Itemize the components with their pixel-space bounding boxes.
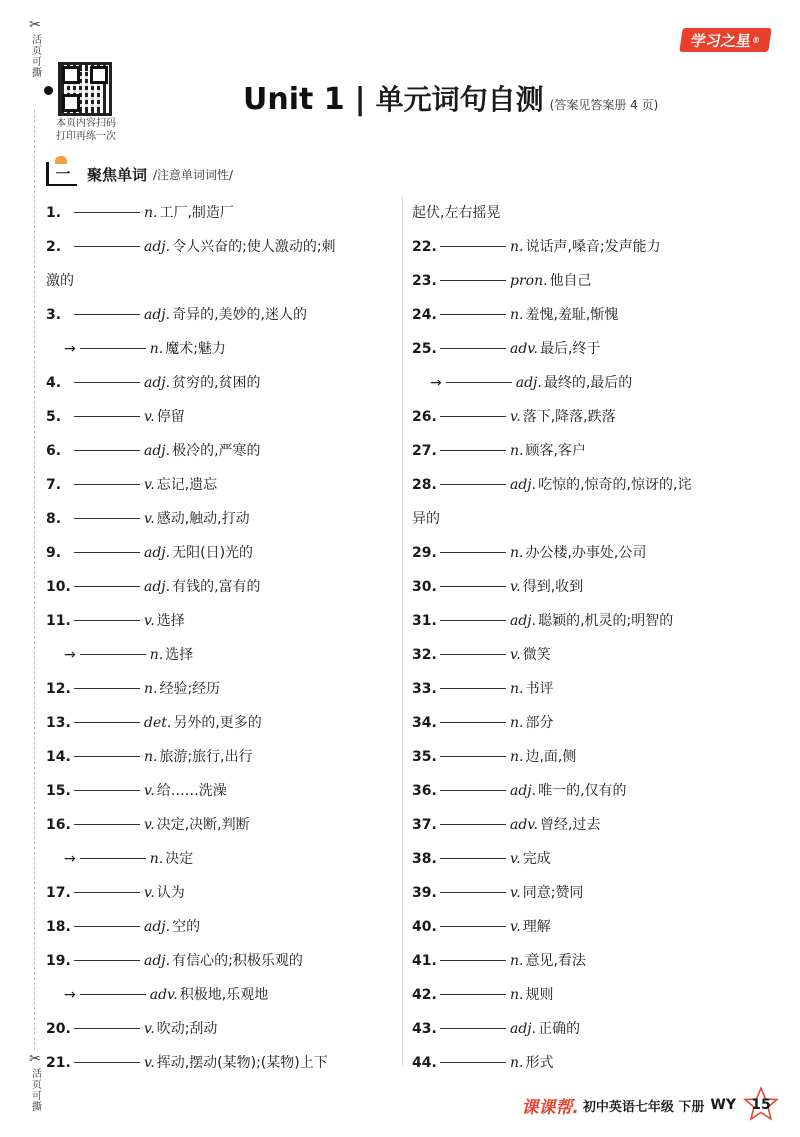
part-of-speech: adj. bbox=[515, 375, 542, 391]
part-of-speech: v. bbox=[144, 783, 155, 799]
vocab-item bbox=[412, 468, 764, 502]
item-meaning: 停留 bbox=[156, 409, 185, 425]
arrow-right-icon: → bbox=[64, 647, 76, 663]
arrow-right-icon: → bbox=[64, 987, 76, 1003]
item-number: 13. bbox=[46, 715, 71, 731]
item-number: 33. bbox=[412, 681, 437, 697]
vocab-item bbox=[412, 400, 764, 434]
part-of-speech: adj. bbox=[510, 477, 537, 493]
qr-marker-dot bbox=[44, 86, 53, 95]
vocab-item bbox=[412, 842, 764, 876]
answer-blank[interactable] bbox=[440, 279, 506, 281]
answer-blank[interactable] bbox=[74, 687, 140, 689]
item-number: 36. bbox=[412, 783, 437, 799]
item-number: 14. bbox=[46, 749, 71, 765]
vocab-item bbox=[46, 706, 398, 740]
item-meaning: 经验;经历 bbox=[159, 681, 221, 697]
arrow-right-icon: → bbox=[430, 375, 442, 391]
part-of-speech: v. bbox=[144, 409, 155, 425]
part-of-speech: n. bbox=[149, 851, 164, 867]
vocab-item bbox=[412, 672, 764, 706]
answer-blank[interactable] bbox=[440, 347, 506, 349]
answer-blank[interactable] bbox=[440, 993, 506, 995]
part-of-speech: v. bbox=[144, 477, 155, 493]
page-title bbox=[243, 78, 658, 118]
vocab-item bbox=[46, 910, 398, 944]
vocab-item bbox=[412, 740, 764, 774]
answer-blank[interactable] bbox=[80, 993, 146, 995]
tear-off-label: 活页可撕 bbox=[29, 34, 41, 78]
section-heading bbox=[46, 162, 233, 186]
arrow-right-icon: → bbox=[64, 851, 76, 867]
item-meaning: 贫穷的,贫困的 bbox=[172, 375, 261, 391]
part-of-speech: n. bbox=[510, 307, 524, 323]
part-of-speech: adj. bbox=[144, 545, 171, 561]
item-number: 23. bbox=[412, 273, 437, 289]
part-of-speech: adj. bbox=[510, 1021, 537, 1037]
item-number: 19. bbox=[46, 953, 71, 969]
tear-off-label: 活页可撕 bbox=[29, 1068, 41, 1112]
item-meaning: 落下,降落,跌落 bbox=[522, 409, 616, 425]
answer-blank[interactable] bbox=[440, 585, 506, 587]
answer-blank[interactable] bbox=[74, 551, 140, 553]
brand-name: 学习之星 bbox=[689, 31, 753, 50]
item-meaning: 异的 bbox=[412, 511, 440, 527]
vocab-derived-item bbox=[412, 366, 764, 400]
footer-logo: 课课帮. bbox=[521, 1097, 579, 1118]
title-separator: | bbox=[354, 82, 366, 117]
answer-blank[interactable] bbox=[440, 687, 506, 689]
answer-blank[interactable] bbox=[80, 653, 146, 655]
item-number: 5. bbox=[46, 409, 62, 425]
answer-blank[interactable] bbox=[74, 245, 140, 247]
item-number: 35. bbox=[412, 749, 437, 765]
page-number: 15 bbox=[751, 1097, 771, 1113]
vocab-derived-item bbox=[46, 638, 398, 672]
answer-blank[interactable] bbox=[440, 789, 506, 791]
item-number: 10. bbox=[46, 579, 71, 595]
hand-tear-icon: ✂ bbox=[29, 1051, 41, 1067]
page-footer bbox=[521, 1086, 780, 1124]
vocab-item bbox=[412, 944, 764, 978]
part-of-speech: n. bbox=[510, 987, 524, 1003]
item-meaning: 书评 bbox=[525, 681, 554, 697]
vocab-item bbox=[46, 502, 398, 536]
qr-caption bbox=[50, 117, 122, 143]
footer-edition-code: WY bbox=[710, 1097, 736, 1113]
part-of-speech: n. bbox=[510, 239, 524, 255]
item-number: 29. bbox=[412, 545, 437, 561]
part-of-speech: v. bbox=[510, 579, 521, 595]
part-of-speech: n. bbox=[510, 1055, 524, 1071]
answer-blank[interactable] bbox=[74, 585, 140, 587]
vocab-item bbox=[412, 978, 764, 1012]
part-of-speech: adj. bbox=[144, 239, 171, 255]
item-number: 12. bbox=[46, 681, 71, 697]
part-of-speech: adv. bbox=[510, 341, 539, 357]
item-number: 34. bbox=[412, 715, 437, 731]
item-meaning: 决定 bbox=[165, 851, 194, 867]
answer-blank[interactable] bbox=[74, 211, 140, 213]
item-meaning: 激的 bbox=[46, 273, 74, 289]
item-meaning: 旅游;旅行,出行 bbox=[159, 749, 253, 765]
part-of-speech: adj. bbox=[144, 307, 171, 323]
item-meaning: 理解 bbox=[522, 919, 551, 935]
section-label: 聚焦单词 bbox=[87, 165, 148, 184]
vocab-item bbox=[412, 434, 764, 468]
item-number: 15. bbox=[46, 783, 71, 799]
qr-code-icon[interactable] bbox=[58, 62, 112, 116]
item-meaning: 唯一的,仅有的 bbox=[538, 783, 627, 799]
vocab-item bbox=[46, 366, 398, 400]
item-number: 41. bbox=[412, 953, 437, 969]
section-title: 单元词句自测 bbox=[375, 83, 544, 116]
item-meaning: 同意;赞同 bbox=[522, 885, 584, 901]
item-number: 44. bbox=[412, 1055, 437, 1071]
item-meaning: 他自己 bbox=[549, 273, 592, 289]
item-number: 39. bbox=[412, 885, 437, 901]
item-meaning: 挥动,摆动(某物);(某物)上下 bbox=[156, 1055, 328, 1071]
part-of-speech: adj. bbox=[144, 443, 171, 459]
column-divider bbox=[402, 196, 403, 1066]
item-meaning: 吹动;刮动 bbox=[156, 1021, 218, 1037]
answer-blank[interactable] bbox=[74, 1027, 140, 1029]
answer-blank[interactable] bbox=[74, 415, 140, 417]
item-meaning: 积极地,乐观地 bbox=[179, 987, 269, 1003]
item-number: 8. bbox=[46, 511, 62, 527]
item-meaning: 规则 bbox=[525, 987, 554, 1003]
qr-caption-line1: 本页内容扫码 bbox=[56, 118, 116, 129]
vocab-derived-item bbox=[46, 978, 398, 1012]
answer-blank[interactable] bbox=[74, 925, 140, 927]
item-number: 17. bbox=[46, 885, 71, 901]
item-meaning: 忘记,遗忘 bbox=[156, 477, 218, 493]
item-number: 32. bbox=[412, 647, 437, 663]
answer-blank[interactable] bbox=[440, 1061, 506, 1063]
item-number: 25. bbox=[412, 341, 437, 357]
brand-mark: ® bbox=[751, 35, 761, 45]
part-of-speech: n. bbox=[510, 681, 524, 697]
item-number: 43. bbox=[412, 1021, 437, 1037]
hand-tear-icon: ✂ bbox=[29, 17, 41, 33]
part-of-speech: n. bbox=[149, 341, 164, 357]
item-meaning: 曾经,过去 bbox=[540, 817, 601, 833]
tear-off-tab-top bbox=[24, 18, 46, 78]
vocab-derived-item bbox=[46, 332, 398, 366]
part-of-speech: n. bbox=[510, 749, 524, 765]
vocab-item bbox=[412, 332, 764, 366]
part-of-speech: v. bbox=[144, 613, 155, 629]
answer-blank[interactable] bbox=[440, 653, 506, 655]
unit-label: Unit 1 bbox=[243, 82, 345, 117]
item-meaning: 选择 bbox=[165, 647, 194, 663]
answer-blank[interactable] bbox=[440, 1027, 506, 1029]
vocab-item bbox=[412, 808, 764, 842]
vocab-item bbox=[46, 876, 398, 910]
item-number: 20. bbox=[46, 1021, 71, 1037]
part-of-speech: v. bbox=[144, 817, 155, 833]
vocab-item bbox=[46, 434, 398, 468]
item-number: 1. bbox=[46, 205, 62, 221]
item-meaning: 聪颖的,机灵的;明智的 bbox=[538, 613, 674, 629]
vocab-item bbox=[46, 400, 398, 434]
part-of-speech: adj. bbox=[510, 613, 537, 629]
answer-blank[interactable] bbox=[440, 245, 506, 247]
vocab-item bbox=[46, 1046, 398, 1080]
vocab-item bbox=[46, 196, 398, 230]
item-number: 40. bbox=[412, 919, 437, 935]
answer-blank[interactable] bbox=[440, 551, 506, 553]
answer-blank[interactable] bbox=[74, 789, 140, 791]
part-of-speech: n. bbox=[149, 647, 164, 663]
item-number: 18. bbox=[46, 919, 71, 935]
answer-blank[interactable] bbox=[74, 959, 140, 961]
item-meaning: 边,面,侧 bbox=[525, 749, 577, 765]
part-of-speech: pron. bbox=[510, 273, 548, 289]
part-of-speech: adj. bbox=[144, 919, 171, 935]
item-meaning: 魔术;魅力 bbox=[165, 341, 226, 357]
part-of-speech: v. bbox=[144, 1055, 155, 1071]
item-number: 38. bbox=[412, 851, 437, 867]
answer-blank[interactable] bbox=[74, 823, 140, 825]
item-number: 7. bbox=[46, 477, 62, 493]
answer-blank[interactable] bbox=[440, 721, 506, 723]
part-of-speech: n. bbox=[144, 681, 158, 697]
answer-blank[interactable] bbox=[74, 381, 140, 383]
item-meaning: 吃惊的,惊奇的,惊讶的,诧 bbox=[538, 477, 692, 493]
left-column bbox=[46, 196, 398, 1080]
vocab-item bbox=[46, 740, 398, 774]
item-number: 3. bbox=[46, 307, 62, 323]
answer-blank[interactable] bbox=[446, 381, 512, 383]
part-of-speech: adj. bbox=[144, 953, 171, 969]
vocab-item bbox=[46, 774, 398, 808]
part-of-speech: adj. bbox=[144, 375, 171, 391]
vocab-item bbox=[46, 604, 398, 638]
item-meaning: 认为 bbox=[156, 885, 185, 901]
vocab-item bbox=[46, 1012, 398, 1046]
part-of-speech: adj. bbox=[510, 783, 537, 799]
vocab-item bbox=[412, 604, 764, 638]
item-meaning: 决定,决断,判断 bbox=[156, 817, 250, 833]
item-number: 6. bbox=[46, 443, 62, 459]
item-meaning: 部分 bbox=[525, 715, 554, 731]
answer-blank[interactable] bbox=[440, 823, 506, 825]
item-number: 16. bbox=[46, 817, 71, 833]
answer-blank[interactable] bbox=[440, 415, 506, 417]
item-number: 24. bbox=[412, 307, 437, 323]
brand-logo bbox=[679, 28, 771, 52]
answer-blank[interactable] bbox=[440, 755, 506, 757]
item-number: 28. bbox=[412, 477, 437, 493]
item-meaning: 给……洗澡 bbox=[156, 783, 227, 799]
vocab-item-continuation bbox=[412, 502, 764, 536]
answer-blank[interactable] bbox=[440, 313, 506, 315]
item-meaning: 意见,看法 bbox=[525, 953, 586, 969]
vocab-item bbox=[412, 298, 764, 332]
vocab-item bbox=[412, 570, 764, 604]
item-number: 42. bbox=[412, 987, 437, 1003]
part-of-speech: n. bbox=[144, 749, 158, 765]
part-of-speech: adv. bbox=[149, 987, 178, 1003]
vocab-item bbox=[46, 570, 398, 604]
answer-blank[interactable] bbox=[74, 1061, 140, 1063]
item-meaning: 奇异的,美妙的,迷人的 bbox=[172, 307, 308, 323]
item-meaning: 无阳(日)光的 bbox=[172, 545, 254, 561]
answer-blank[interactable] bbox=[74, 891, 140, 893]
vocab-item bbox=[46, 536, 398, 570]
part-of-speech: det. bbox=[144, 715, 172, 731]
vocab-item bbox=[412, 910, 764, 944]
answer-blank[interactable] bbox=[74, 483, 140, 485]
item-meaning: 完成 bbox=[522, 851, 551, 867]
answer-blank[interactable] bbox=[74, 313, 140, 315]
answer-blank[interactable] bbox=[80, 347, 146, 349]
answer-blank[interactable] bbox=[74, 619, 140, 621]
item-number: 2. bbox=[46, 239, 62, 255]
item-meaning: 有信心的;积极乐观的 bbox=[172, 953, 303, 969]
vocab-item bbox=[46, 808, 398, 842]
item-number: 21. bbox=[46, 1055, 71, 1071]
answer-blank[interactable] bbox=[440, 891, 506, 893]
vocab-item bbox=[412, 264, 764, 298]
part-of-speech: v. bbox=[510, 919, 521, 935]
vocab-item bbox=[46, 672, 398, 706]
item-number: 27. bbox=[412, 443, 437, 459]
vocab-item bbox=[46, 230, 398, 264]
vocab-item bbox=[412, 1012, 764, 1046]
part-of-speech: v. bbox=[510, 647, 521, 663]
item-meaning: 有钱的,富有的 bbox=[172, 579, 261, 595]
vocab-item bbox=[412, 774, 764, 808]
answer-blank[interactable] bbox=[74, 449, 140, 451]
item-number: 37. bbox=[412, 817, 437, 833]
item-meaning: 极冷的,严寒的 bbox=[172, 443, 261, 459]
star-badge-icon bbox=[742, 1086, 780, 1124]
item-number: 9. bbox=[46, 545, 62, 561]
tear-line bbox=[34, 110, 35, 1050]
item-number: 30. bbox=[412, 579, 437, 595]
item-meaning: 得到,收到 bbox=[522, 579, 584, 595]
vocab-item bbox=[46, 944, 398, 978]
part-of-speech: adv. bbox=[510, 817, 539, 833]
item-meaning: 最后,终于 bbox=[540, 341, 601, 357]
item-meaning: 形式 bbox=[525, 1055, 554, 1071]
vocab-item bbox=[412, 1046, 764, 1080]
vocab-derived-item bbox=[46, 842, 398, 876]
part-of-speech: v. bbox=[144, 511, 155, 527]
part-of-speech: v. bbox=[510, 851, 521, 867]
item-meaning: 感动,触动,打动 bbox=[156, 511, 250, 527]
footer-book-title: 初中英语七年级 下册 bbox=[582, 1099, 705, 1115]
part-of-speech: v. bbox=[510, 409, 521, 425]
answer-blank[interactable] bbox=[440, 449, 506, 451]
item-meaning: 正确的 bbox=[538, 1021, 581, 1037]
answer-blank[interactable] bbox=[80, 857, 146, 859]
vocab-item bbox=[412, 638, 764, 672]
answer-blank[interactable] bbox=[440, 959, 506, 961]
vocab-item bbox=[412, 876, 764, 910]
item-meaning: 说话声,嗓音;发声能力 bbox=[525, 239, 661, 255]
arrow-right-icon: → bbox=[64, 341, 76, 357]
answer-blank[interactable] bbox=[74, 721, 140, 723]
item-number: 22. bbox=[412, 239, 437, 255]
item-number: 11. bbox=[46, 613, 71, 629]
vocab-item bbox=[412, 706, 764, 740]
vocab-item bbox=[412, 230, 764, 264]
answer-note: (答案见答案册 4 页) bbox=[549, 98, 659, 112]
part-of-speech: adj. bbox=[144, 579, 171, 595]
item-meaning: 微笑 bbox=[522, 647, 551, 663]
part-of-speech: n. bbox=[144, 205, 158, 221]
answer-blank[interactable] bbox=[440, 483, 506, 485]
vocab-item-continuation bbox=[46, 264, 398, 298]
item-meaning: 羞愧,羞耻,惭愧 bbox=[525, 307, 619, 323]
part-of-speech: n. bbox=[510, 545, 524, 561]
item-meaning: 令人兴奋的;使人激动的;刺 bbox=[172, 239, 336, 255]
part-of-speech: n. bbox=[510, 443, 524, 459]
item-number: 26. bbox=[412, 409, 437, 425]
item-meaning: 空的 bbox=[172, 919, 201, 935]
section-number: 一 bbox=[46, 162, 77, 186]
item-meaning: 工厂,制造厂 bbox=[159, 205, 234, 221]
right-column bbox=[412, 196, 764, 1080]
vocab-item bbox=[412, 536, 764, 570]
item-meaning: 最终的,最后的 bbox=[543, 375, 633, 391]
answer-blank[interactable] bbox=[440, 857, 506, 859]
answer-blank[interactable] bbox=[74, 517, 140, 519]
qr-caption-line2: 打印再练一次 bbox=[56, 131, 116, 142]
part-of-speech: v. bbox=[144, 885, 155, 901]
answer-blank[interactable] bbox=[74, 755, 140, 757]
part-of-speech: v. bbox=[510, 885, 521, 901]
part-of-speech: n. bbox=[510, 953, 524, 969]
part-of-speech: v. bbox=[144, 1021, 155, 1037]
item-meaning: 顾客,客户 bbox=[525, 443, 586, 459]
item-meaning: 选择 bbox=[156, 613, 185, 629]
item-number: 31. bbox=[412, 613, 437, 629]
item-meaning: 办公楼,办事处,公司 bbox=[525, 545, 647, 561]
tear-off-tab-bottom bbox=[24, 1052, 46, 1112]
section-hint: /注意单词词性/ bbox=[153, 167, 234, 182]
vocab-item-continuation bbox=[412, 196, 764, 230]
part-of-speech: n. bbox=[510, 715, 524, 731]
item-meaning: 另外的,更多的 bbox=[173, 715, 262, 731]
item-number: 4. bbox=[46, 375, 62, 391]
answer-blank[interactable] bbox=[440, 925, 506, 927]
vocab-item bbox=[46, 298, 398, 332]
item-meaning: 起伏,左右摇晃 bbox=[412, 205, 501, 221]
vocab-item bbox=[46, 468, 398, 502]
answer-blank[interactable] bbox=[440, 619, 506, 621]
